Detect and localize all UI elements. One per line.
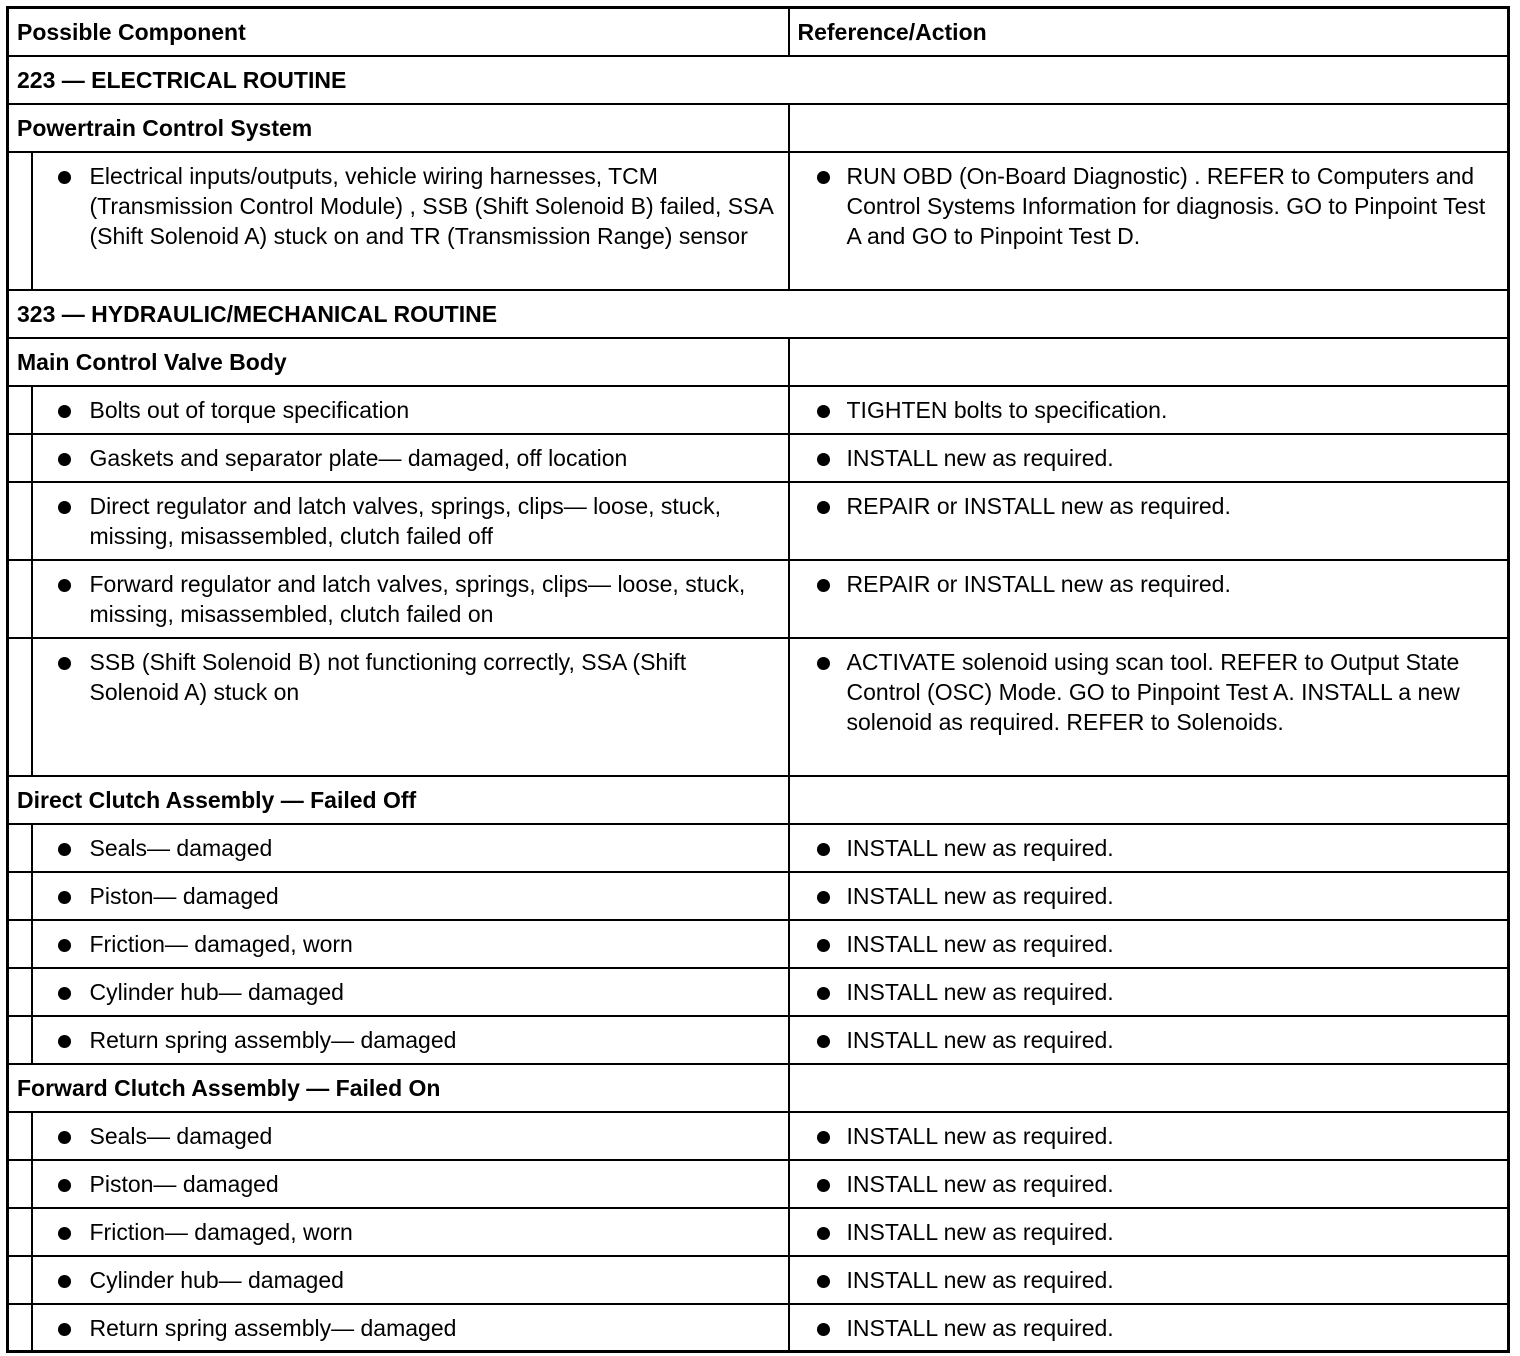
action-text: INSTALL new as required. [846,930,1114,957]
component-text: Cylinder hub— damaged [89,1266,344,1293]
component-text: Bolts out of torque specification [89,396,410,423]
action-cell [789,920,1509,968]
component-cell [32,560,789,638]
action-text: REPAIR or INSTALL new as required. [846,492,1231,519]
action-text: INSTALL new as required. [846,834,1114,861]
bullet-icon [817,171,830,184]
table-row [8,386,1509,434]
action-text: REPAIR or INSTALL new as required. [846,570,1231,597]
action-text: INSTALL new as required. [846,978,1114,1005]
group-row [8,776,1509,824]
bullet-icon [817,1035,830,1048]
table-row [8,638,1509,776]
indent-spacer [8,386,32,434]
indent-spacer [8,434,32,482]
bullet-icon [817,1131,830,1144]
action-cell [789,968,1509,1016]
action-cell [789,1208,1509,1256]
header-row [8,8,1509,56]
bullet-icon [58,171,71,184]
bullet-icon [817,843,830,856]
component-text: SSB (Shift Solenoid B) not functioning correctly, SSA (Shift Solenoid A) stuck on [89,648,687,705]
component-cell [32,1256,789,1304]
component-cell [32,1304,789,1352]
action-cell [789,824,1509,872]
table-row [8,482,1509,560]
action-cell [789,1016,1509,1064]
group-title: Powertrain Control System [8,104,789,152]
indent-spacer [8,1112,32,1160]
action-text: INSTALL new as required. [846,1170,1114,1197]
bullet-icon [817,579,830,592]
component-cell [32,482,789,560]
component-text: Forward regulator and latch valves, springs, clips— loose, stuck, missing, misassembled, clutch failed on [89,570,746,627]
component-cell [32,824,789,872]
bullet-icon [58,1131,71,1144]
bullet-icon [817,501,830,514]
component-text: Gaskets and separator plate— damaged, off location [89,444,628,471]
component-text: Friction— damaged, worn [89,1218,353,1245]
header-possible-component: Possible Component [8,8,789,56]
table-row [8,824,1509,872]
bullet-icon [58,453,71,466]
action-cell [789,152,1509,290]
action-cell [789,1304,1509,1352]
component-text: Seals— damaged [89,1122,273,1149]
bullet-icon [58,657,71,670]
action-cell [789,560,1509,638]
group-row [8,338,1509,386]
group-action-empty [789,1064,1509,1112]
component-text: Seals— damaged [89,834,273,861]
bullet-icon [817,405,830,418]
indent-spacer [8,968,32,1016]
component-text: Piston— damaged [89,882,279,909]
bullet-icon [58,501,71,514]
group-row [8,104,1509,152]
component-cell [32,638,789,776]
component-text: Electrical inputs/outputs, vehicle wiring harnesses, TCM (Transmission Control Module) , SSB (Shift Solenoid B) failed, SSA (Shift Solenoid A) stuck on and TR (Transmission Range) sensor [89,162,773,249]
indent-spacer [8,560,32,638]
indent-spacer [8,1256,32,1304]
table-row [8,1256,1509,1304]
action-text: ACTIVATE solenoid using scan tool. REFER to Output State Control (OSC) Mode. GO to Pinpoint Test A. INSTALL a new solenoid as required. REFER to Solenoids. [846,648,1460,735]
action-cell [789,386,1509,434]
bullet-icon [58,987,71,1000]
bullet-icon [58,579,71,592]
component-text: Return spring assembly— damaged [89,1314,457,1341]
indent-spacer [8,1016,32,1064]
action-cell [789,1160,1509,1208]
component-cell [32,1112,789,1160]
component-text: Cylinder hub— damaged [89,978,344,1005]
group-title: Main Control Valve Body [8,338,789,386]
bullet-icon [58,891,71,904]
section-row [8,290,1509,338]
bullet-icon [817,1323,830,1336]
indent-spacer [8,1304,32,1352]
bullet-icon [58,939,71,952]
bullet-icon [817,1227,830,1240]
component-cell [32,434,789,482]
header-reference-action: Reference/Action [789,8,1509,56]
bullet-icon [817,1179,830,1192]
component-cell [32,1160,789,1208]
table-row [8,1208,1509,1256]
component-text: Friction— damaged, worn [89,930,353,957]
section-title: 323 — HYDRAULIC/MECHANICAL ROUTINE [8,290,1509,338]
action-text: RUN OBD (On-Board Diagnostic) . REFER to Computers and Control Systems Information for diagnosis. GO to Pinpoint Test A and GO to Pinpoint Test D. [846,162,1486,249]
action-text: INSTALL new as required. [846,444,1114,471]
section-row [8,56,1509,104]
component-cell [32,1016,789,1064]
table-row [8,560,1509,638]
group-action-empty [789,104,1509,152]
action-text: INSTALL new as required. [846,1314,1114,1341]
table-row [8,1160,1509,1208]
bullet-icon [817,1275,830,1288]
bullet-icon [58,405,71,418]
group-action-empty [789,776,1509,824]
action-text: INSTALL new as required. [846,882,1114,909]
indent-spacer [8,638,32,776]
indent-spacer [8,1208,32,1256]
component-cell [32,872,789,920]
table-row [8,872,1509,920]
diagnosis-table [6,6,1510,1353]
action-text: INSTALL new as required. [846,1266,1114,1293]
indent-spacer [8,824,32,872]
bullet-icon [817,657,830,670]
component-text: Piston— damaged [89,1170,279,1197]
component-cell [32,1208,789,1256]
section-title: 223 — ELECTRICAL ROUTINE [8,56,1509,104]
action-text: INSTALL new as required. [846,1218,1114,1245]
indent-spacer [8,152,32,290]
table-row [8,1304,1509,1352]
bullet-icon [58,1179,71,1192]
action-cell [789,872,1509,920]
bullet-icon [58,1227,71,1240]
bullet-icon [817,987,830,1000]
indent-spacer [8,920,32,968]
indent-spacer [8,482,32,560]
component-cell [32,920,789,968]
table-row [8,968,1509,1016]
group-action-empty [789,338,1509,386]
group-row [8,1064,1509,1112]
bullet-icon [817,891,830,904]
action-text: INSTALL new as required. [846,1026,1114,1053]
component-cell [32,386,789,434]
table-row [8,434,1509,482]
action-cell [789,638,1509,776]
table-row [8,920,1509,968]
bullet-icon [817,939,830,952]
bullet-icon [58,1035,71,1048]
component-cell [32,968,789,1016]
table-row [8,1112,1509,1160]
bullet-icon [58,1275,71,1288]
action-cell [789,1256,1509,1304]
action-cell [789,434,1509,482]
component-text: Return spring assembly— damaged [89,1026,457,1053]
table-row [8,152,1509,290]
table-row [8,1016,1509,1064]
bullet-icon [817,453,830,466]
bullet-icon [58,843,71,856]
group-title: Forward Clutch Assembly — Failed On [8,1064,789,1112]
indent-spacer [8,1160,32,1208]
action-cell [789,1112,1509,1160]
action-text: TIGHTEN bolts to specification. [846,396,1168,423]
component-text: Direct regulator and latch valves, springs, clips— loose, stuck, missing, misassembled, clutch failed off [89,492,721,549]
action-text: INSTALL new as required. [846,1122,1114,1149]
bullet-icon [58,1323,71,1336]
group-title: Direct Clutch Assembly — Failed Off [8,776,789,824]
component-cell [32,152,789,290]
action-cell [789,482,1509,560]
indent-spacer [8,872,32,920]
